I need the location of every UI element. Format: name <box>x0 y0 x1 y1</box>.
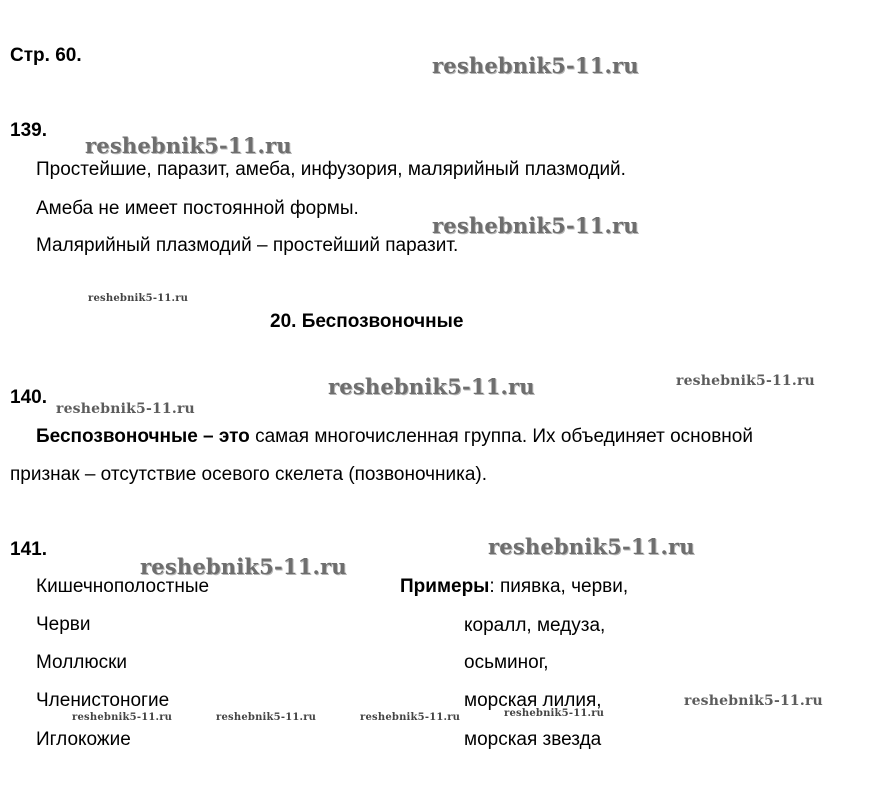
watermark: reshebnik5-11.ru <box>72 712 173 723</box>
examples-first: : пиявка, черви, <box>489 576 629 597</box>
watermark: reshebnik5-11.ru <box>56 401 195 417</box>
watermark: reshebnik5-11.ru <box>328 374 535 399</box>
exercise-139-line-2: Амеба не имеет постоянной формы. <box>36 198 359 219</box>
examples-header <box>400 576 628 598</box>
exercise-141-number: 141. <box>10 539 47 560</box>
exercise-140-number: 140. <box>10 387 47 408</box>
example-item: осьминог, <box>464 652 549 673</box>
page-label: Стр. 60. <box>10 45 82 66</box>
example-item: коралл, медуза, <box>464 615 606 636</box>
watermark: reshebnik5-11.ru <box>432 53 639 78</box>
example-item: морская лилия, <box>464 690 602 711</box>
watermark: reshebnik5-11.ru <box>504 708 605 719</box>
watermark: reshebnik5-11.ru <box>360 712 461 723</box>
definition-term: Беспозвоночные – это <box>36 426 250 447</box>
watermark: reshebnik5-11.ru <box>88 293 189 304</box>
exercise-139-line-3: Малярийный плазмодий – простейший паразит. <box>36 235 459 256</box>
exercise-139-line-1: Простейшие, паразит, амеба, инфузория, малярийный плазмодий. <box>36 159 626 180</box>
exercise-140-line-1 <box>36 426 753 448</box>
examples-label: Примеры <box>400 576 490 597</box>
exercise-139-number: 139. <box>10 120 47 141</box>
group-item: Иглокожие <box>36 729 131 750</box>
watermark: reshebnik5-11.ru <box>140 554 347 579</box>
exercise-140-line-2: признак – отсутствие осевого скелета (позвоночника). <box>10 464 487 485</box>
group-item: Кишечнополостные <box>36 576 210 597</box>
watermark: reshebnik5-11.ru <box>432 213 639 238</box>
group-item: Моллюски <box>36 652 128 673</box>
section-title: 20. Беспозвоночные <box>270 311 464 332</box>
watermark: reshebnik5-11.ru <box>676 373 815 389</box>
watermark: reshebnik5-11.ru <box>85 133 292 158</box>
group-item: Черви <box>36 614 91 635</box>
watermark: reshebnik5-11.ru <box>684 693 823 709</box>
watermark: reshebnik5-11.ru <box>488 534 695 559</box>
watermark: reshebnik5-11.ru <box>216 712 317 723</box>
example-item: морская звезда <box>464 729 602 750</box>
definition-text: самая многочисленная группа. Их объединяет основной <box>249 426 753 447</box>
group-item: Членистоногие <box>36 690 170 711</box>
